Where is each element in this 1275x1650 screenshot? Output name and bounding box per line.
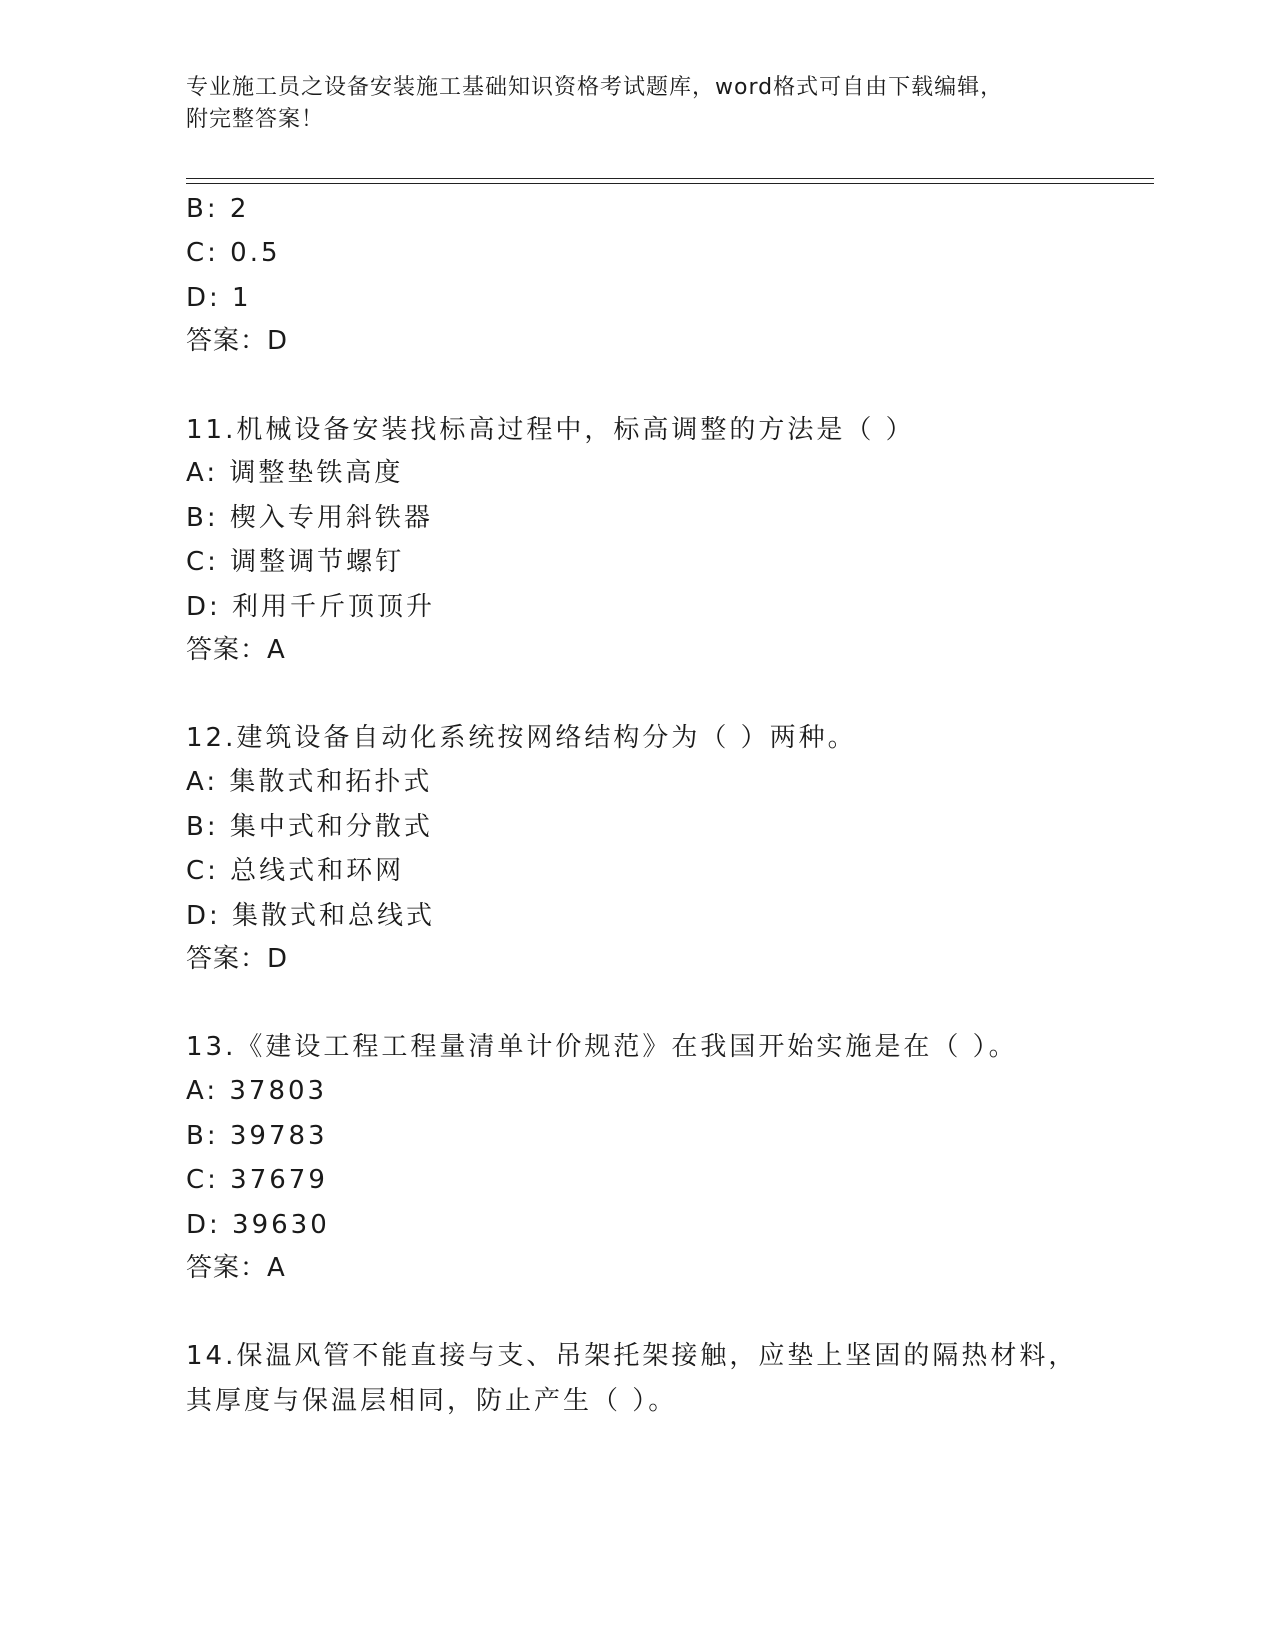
q13-option-d: D: 39630 [186,1210,330,1240]
q13-option-a: A: 37803 [186,1076,328,1106]
page-header [186,72,1066,136]
header-line-2: 附完整答案！ [186,107,325,132]
q12-option-a: A: 集散式和拓扑式 [186,767,433,797]
q11-answer: 答案：A [186,635,286,665]
q11-option-b: B: 楔入专用斜铁器 [186,503,433,533]
q13-option-b: B: 39783 [186,1121,328,1151]
q10-option-c: C: 0.5 [186,238,281,268]
q12-option-c: C: 总线式和环网 [186,856,405,886]
header-line-1: 专业施工员之设备安装施工基础知识资格考试题库，word格式可自由下载编辑， [186,75,1004,100]
q10-option-b: B: 2 [186,194,250,224]
q12-question: 12.建筑设备自动化系统按网络结构分为（ ）两种。 [186,723,857,753]
q10-answer: 答案：D [186,326,289,356]
q11-option-c: C: 调整调节螺钉 [186,547,405,577]
q11-option-a: A: 调整垫铁高度 [186,458,404,488]
header-divider-top [186,178,1154,179]
q11-question: 11.机械设备安装找标高过程中，标高调整的方法是（ ） [186,415,915,445]
q13-question: 13.《建设工程工程量清单计价规范》在我国开始实施是在（ ）。 [186,1032,1018,1062]
q13-option-c: C: 37679 [186,1165,328,1195]
q12-answer: 答案：D [186,944,289,974]
q13-answer: 答案：A [186,1253,286,1283]
q11-option-d: D: 利用千斤顶顶升 [186,592,436,622]
header-divider-bottom [186,183,1154,184]
q12-option-b: B: 集中式和分散式 [186,812,433,842]
q10-option-d: D: 1 [186,283,252,313]
q12-option-d: D: 集散式和总线式 [186,901,436,931]
q14-question-line-1: 14.保温风管不能直接与支、吊架托架接触，应垫上坚固的隔热材料， [186,1341,1078,1371]
q14-question-line-2: 其厚度与保温层相同，防止产生（ ）。 [186,1386,678,1416]
